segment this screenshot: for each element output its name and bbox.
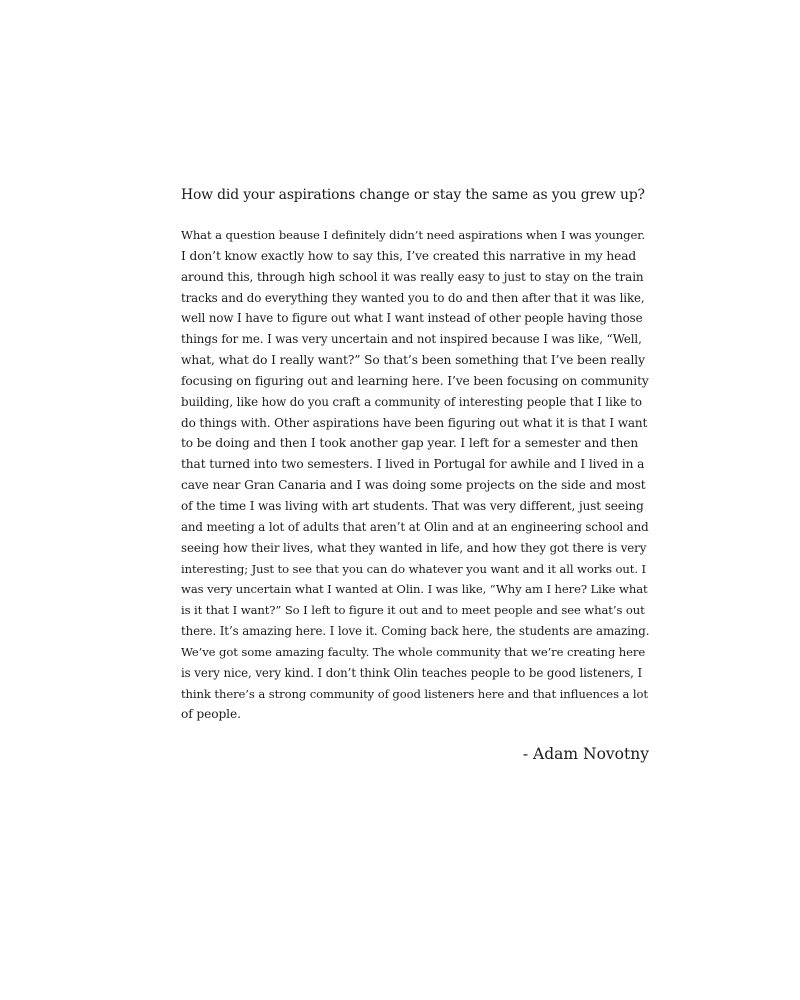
answer-line: around this, through high school it was really easy to just to stay on the train — [181, 269, 644, 284]
answer-line: think there’s a strong community of good listeners here and that influences a lot — [181, 686, 648, 701]
answer-line: focusing on figuring out and learning here. I’ve been focusing on community — [181, 373, 649, 388]
interview-page — [181, 184, 649, 765]
answer-line: of the time I was living with art students. That was very different, just seeing — [181, 498, 644, 513]
answer-line: what, what do I really want?” So that’s been something that I’ve been really — [181, 353, 645, 368]
answer-line: What a question beause I definitely didn’t need aspirations when I was younger. — [181, 228, 645, 242]
answer-line: cave near Gran Canaria and I was doing some projects on the side and most — [181, 478, 646, 493]
question-heading: How did your aspirations change or stay the same as you grew up? — [181, 187, 645, 203]
answer-line: do things with. Other aspirations have been figuring out what it is that I want — [181, 415, 648, 430]
answer-line: and meeting a lot of adults that aren’t at Olin and at an engineering school and — [181, 519, 649, 534]
answer-line: of people. — [181, 707, 241, 722]
answer-line: well now I have to figure out what I want instead of other people having those — [181, 311, 643, 326]
answer-line: to be doing and then I took another gap year. I left for a semester and then — [181, 436, 639, 451]
answer-line: We’ve got some amazing faculty. The whole community that we’re creating here — [181, 644, 646, 659]
answer-line: that turned into two semesters. I lived in Portugal for awhile and I lived in a — [181, 457, 645, 472]
answer-line: was very uncertain what I wanted at Olin. I was like, “Why am I here? Like what — [181, 582, 648, 597]
answer-paragraph — [181, 225, 649, 725]
answer-line: building, like how do you craft a community of interesting people that I like to — [181, 394, 642, 409]
answer-line: is it that I want?” So I left to figure it out and to meet people and see what’s out — [181, 603, 645, 618]
answer-line: there. It’s amazing here. I love it. Coming back here, the students are amazing. — [181, 624, 650, 639]
answer-line: I don’t know exactly how to say this, I’ve created this narrative in my head — [181, 248, 637, 263]
answer-line: tracks and do everything they wanted you to do and then after that it was like, — [181, 290, 645, 305]
answer-line: interesting; Just to see that you can do whatever you want and it all works out. I — [181, 561, 646, 576]
answer-line: is very nice, very kind. I don’t think Olin teaches people to be good listeners, I — [181, 665, 643, 680]
answer-line: seeing how their lives, what they wanted in life, and how they got there is very — [181, 540, 647, 555]
answer-line: things for me. I was very uncertain and not inspired because I was like, “Well, — [181, 332, 642, 347]
attribution: - Adam Novotny — [522, 745, 649, 764]
